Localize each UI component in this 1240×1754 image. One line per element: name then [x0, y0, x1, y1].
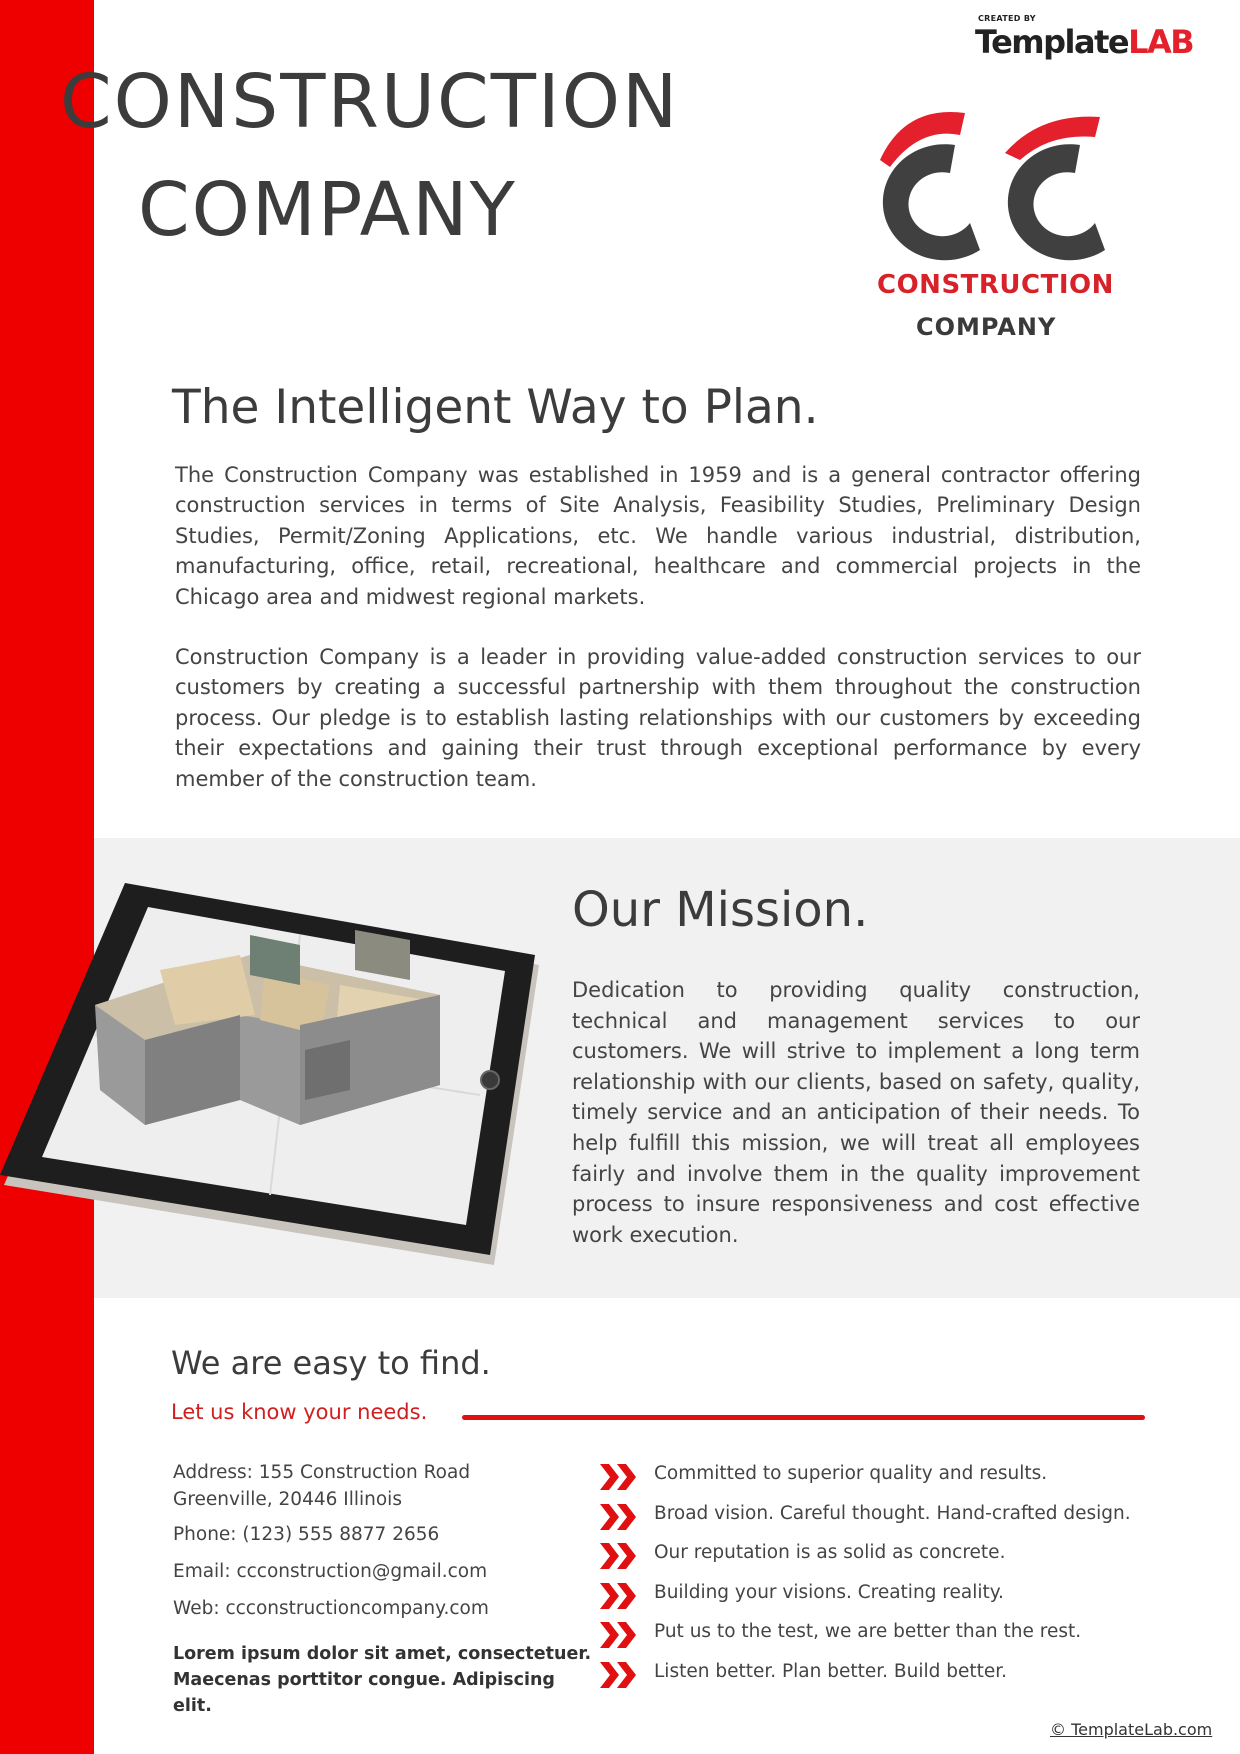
intro-heading: The Intelligent Way to Plan.: [172, 380, 819, 435]
website-address[interactable]: Web: ccconstructioncompany.com: [173, 1598, 489, 1619]
feature-text: Put us to the test, we are better than the rest.: [654, 1621, 1082, 1643]
feature-text: Committed to superior quality and results.: [654, 1463, 1048, 1484]
double-chevron-icon: [600, 1543, 640, 1569]
address-line-1: Address: 155 Construction Road: [173, 1462, 471, 1483]
tagline-line-2: Maecenas porttitor congue. Adipiscing elit.: [173, 1670, 555, 1716]
intro-paragraph-2: Construction Company is a leader in providing value-added construction services to our customers by creating a successful partnership with them throughout the construction process. Our pledge is to establish lasting relationships with our customers by exceeding their expectations and gaining their trust through exceptional performance by every member of the construction team.: [175, 645, 1141, 791]
double-chevron-icon: [600, 1583, 640, 1609]
page-title: [60, 48, 679, 264]
mission-text: Dedication to providing quality construction, technical and management services to our customers. We will strive to implement a long term relationship with our clients, based on safety, quality, timely service and an anticipation of their needs. To help fulfill this mission, we will treat all employees fairly and involve them in the quality improvement process to insure responsiveness and cost effective work execution.: [572, 978, 1140, 1247]
find-subheading: Let us know your needs.: [171, 1400, 428, 1424]
double-chevron-icon: [600, 1504, 640, 1530]
phone-number: Phone: (123) 555 8877 2656: [173, 1524, 440, 1545]
tablet-floorplan-image: [0, 875, 540, 1275]
double-chevron-icon: [600, 1622, 640, 1648]
mission-heading: Our Mission.: [572, 882, 869, 938]
logo-text-company: COMPANY: [916, 313, 1057, 341]
tagline: [173, 1641, 593, 1719]
company-logo: [850, 105, 1120, 350]
page-title-line2: COMPANY: [138, 167, 517, 253]
double-chevron-icon: [600, 1662, 640, 1688]
intro-paragraph-1: The Construction Company was established in 1959 and is a general contractor offering construction services in terms of Site Analysis, Feasibility Studies, Preliminary Design Studies, Permit/Zoning Applications, etc. We handle various industrial, distribution, manufacturing, office, retail, recreational, healthcare and commercial projects in the Chicago area and midwest regional markets.: [175, 463, 1141, 609]
section-divider: [462, 1415, 1145, 1420]
brand-name: [975, 23, 1193, 61]
brand-name-part1: Template: [975, 23, 1129, 61]
cc-logo-icon: [850, 105, 1120, 270]
brand-created-by: CREATED BY: [978, 14, 1036, 23]
page-title-line1: CONSTRUCTION: [60, 59, 680, 145]
feature-text: Listen better. Plan better. Build better.: [654, 1660, 1008, 1682]
templatelab-footer-link[interactable]: © TemplateLab.com: [1050, 1720, 1213, 1739]
tagline-line-1: Lorem ipsum dolor sit amet, consectetuer.: [173, 1644, 592, 1664]
feature-text: Broad vision. Careful thought. Hand-crafted design.: [654, 1502, 1131, 1524]
feature-text: Building your visions. Creating reality.: [654, 1581, 1004, 1603]
templatelab-brand: [975, 14, 1197, 60]
address-line-2: Greenville, 20446 Illinois: [173, 1489, 402, 1510]
double-chevron-icon: [600, 1464, 640, 1490]
brand-name-part2: LAB: [1128, 23, 1194, 61]
find-heading: We are easy to find.: [171, 1344, 491, 1382]
feature-text: Our reputation is as solid as concrete.: [654, 1542, 1006, 1564]
logo-text-construction: CONSTRUCTION: [877, 270, 1114, 300]
email-address[interactable]: Email: ccconstruction@gmail.com: [173, 1561, 488, 1582]
